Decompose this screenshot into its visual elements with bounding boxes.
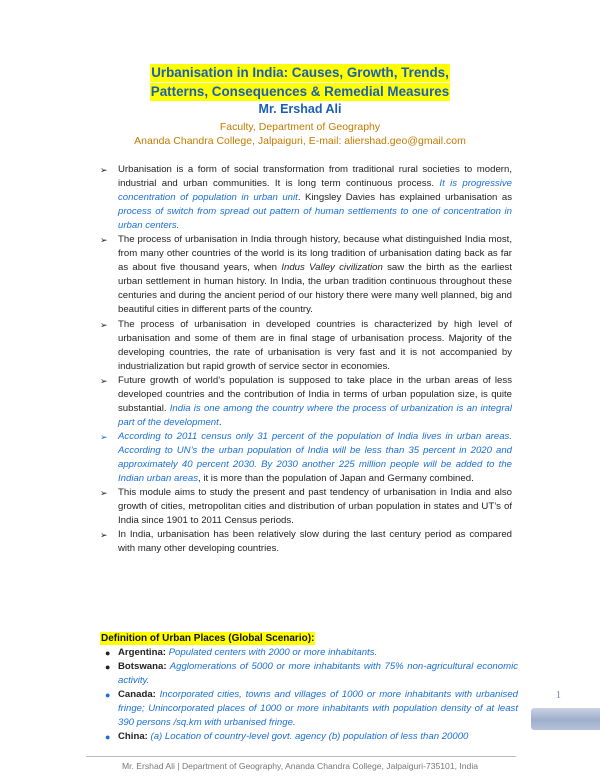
document-title (0, 64, 600, 102)
author-college-email: Ananda Chandra College, Jalpaiguri, E-mail: aliershad.geo@gmail.com (134, 135, 466, 147)
bullet-item: ➢ Future growth of world’s population is supposed to take place in the urban areas of less developed countries and the contribution of India in terms of urban population size, is quite substantial. India is one among the country where the process of urbanization is an integral part of the development. (100, 374, 512, 428)
bullet-item: ➢ The process of urbanisation in India through history, because what distinguished India most, from many other countries of the world is its long tradition of urbanisation dating back as far as about five thousand years, when Indus Valley civilization saw the birth as the earliest urban settlement in human history. In India, the urban tradition continuous throughout these centuries and during the ancient period of our history there were many well planned, big and beautiful cities in different parts of the country. (100, 234, 512, 316)
bullet-item: ➢ This module aims to study the present and past tendency of urbanisation in India and also growth of cities, metropolitan cities and distribution of urban population in states and UT’s of India since 1901 to 2011 Census periods. (100, 487, 512, 527)
country-label: China: (118, 731, 148, 742)
country-label: Canada: (118, 689, 156, 700)
definition-item: ● Botswana: Agglomerations of 5000 or more inhabitants with 75% non-agricultural economic activity. (105, 661, 518, 686)
arrow-bullet-icon: ➢ (100, 431, 108, 442)
bullet-item: ➢ Urbanisation is a form of social transformation from traditional rural societies to modern, industrial and urban communities. It is long term continuous process. It is progressive concentration of population in urban unit. Kingsley Davies has explained urbanisation as process of switch from spread out pattern of human settlements to one of concentration in urban centers. (100, 164, 512, 232)
page-number: 1 (556, 690, 561, 701)
arrow-bullet-icon: ➢ (100, 375, 108, 386)
author-faculty: Faculty, Department of Geography (219, 121, 381, 133)
author-name: Mr. Ershad Ali (258, 102, 342, 116)
arrow-bullet-icon: ➢ (100, 235, 108, 246)
definition-item: ● Argentina: Populated centers with 2000 or more inhabitants. (105, 647, 378, 658)
arrow-bullet-icon: ➢ (100, 488, 108, 499)
definitions-list (100, 646, 518, 744)
arrow-bullet-icon: ➢ (100, 319, 108, 330)
bullet-dot-icon: ● (105, 732, 111, 742)
bullet-item: ➢ In India, urbanisation has been relatively slow during the last century period as compared with many other developing countries. (100, 529, 512, 555)
title-line-1: Urbanisation in India: Causes, Growth, Trends, (151, 65, 449, 80)
arrow-bullet-icon: ➢ (100, 165, 108, 175)
footer-divider (86, 756, 516, 757)
definition-item: ● China: (a) Location of country-level govt. agency (b) population of less than 20000 (105, 731, 469, 742)
arrow-bullet-icon: ➢ (100, 530, 108, 541)
country-label: Botswana: (118, 661, 167, 672)
definition-item: ● Canada: Incorporated cities, towns and villages of 1000 or more inhabitants with urbanised fringe; Unincorporated places of 1000 or more inhabitants with population density of at least 390 persons /sq.km with urbanised fringe. (105, 689, 518, 728)
bullet-dot-icon: ● (105, 648, 111, 658)
bullet-dot-icon: ● (105, 690, 111, 700)
bullet-item: ➢ The process of urbanisation in developed countries is characterized by high level of urbanisation and some of them are in final stage of urbanisation process. Majority of the developing countries, the rate of urbanisation is very fast and it is not accompanied by industrialization but rapid growth of service sector in economies. (100, 318, 512, 372)
intro-bullet-list (100, 163, 512, 556)
country-label: Argentina: (118, 647, 166, 658)
bullet-item: ➢ According to 2011 census only 31 percent of the population of India lives in urban areas. According to UN’s the urban population of India will be less than 35 percent in 2020 and approximately 40 percent 2030. By 2030 another 225 million people will be added to the Indian urban areas, it is more than the population of Japan and Germany combined. (100, 430, 512, 485)
page-footer: Mr. Ershad Ali | Department of Geography, Ananda Chandra College, Jalpaiguri-735101, India (121, 761, 479, 771)
page-tab-decoration (531, 708, 600, 730)
title-line-2: Patterns, Consequences & Remedial Measures (150, 84, 450, 99)
bullet-dot-icon: ● (105, 662, 111, 672)
definitions-heading: Definition of Urban Places (Global Scenario): (101, 633, 315, 644)
